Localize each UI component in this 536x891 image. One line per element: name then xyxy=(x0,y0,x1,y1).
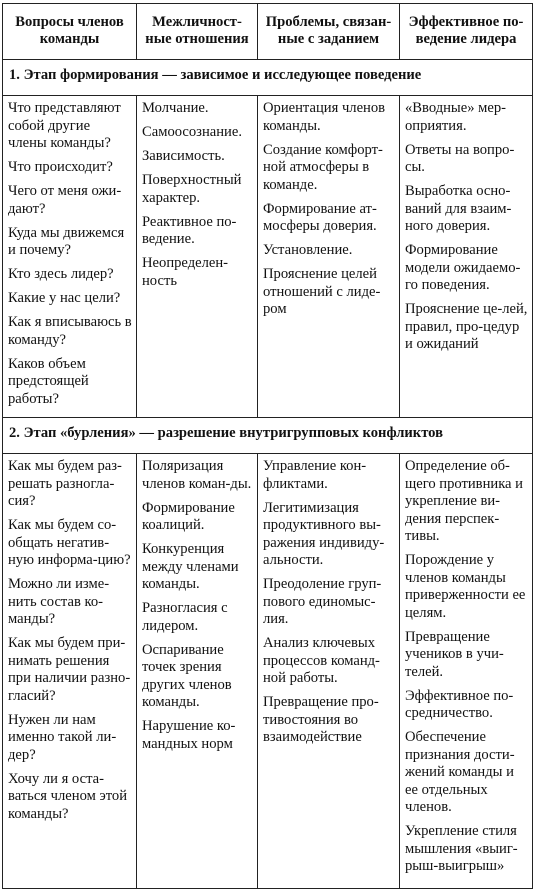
list-item: Нарушение ко-мандных норм xyxy=(142,718,236,752)
stage-2-title: 2. Этап «бурления» — разрешение внутригрупповых конфликтов xyxy=(3,418,533,454)
stage-2-interpersonal-relations xyxy=(137,454,258,889)
stage-1-interpersonal-relations xyxy=(137,96,258,418)
list-item: Выработка осно-ваний для взаим-ного доверия. xyxy=(405,183,512,234)
list-item: Определение об-щего противника и укрепление ви-дения перспек-тивы. xyxy=(405,458,523,545)
list-item: Реактивное по-ведение. xyxy=(142,213,237,247)
list-item: Формирование модели ожидаемо-го поведения. xyxy=(405,242,521,293)
list-item: Легитимизация продуктивного вы-ражения индивиду-альности. xyxy=(263,499,385,569)
list-item: Кто здесь лидер? xyxy=(8,266,114,282)
stage-2-leader-behavior xyxy=(400,454,533,889)
list-item: Конкуренция между членами команды. xyxy=(142,541,239,593)
list-item: Ответы на вопро-сы. xyxy=(405,141,515,175)
header-task-problems: Проблемы, связан-ные с заданием xyxy=(258,4,400,60)
list-item: Преодоление груп-пового единомыс-лия. xyxy=(263,576,382,628)
header-leader-behavior: Эффективное по-ведение лидера xyxy=(400,4,533,60)
stage-1-member-questions xyxy=(3,96,137,418)
list-item: Как мы будем со-общать негатив-ную информа-цию? xyxy=(8,517,131,569)
stage-2-member-questions xyxy=(3,454,137,889)
list-item: Прояснение целей отношений с лиде-ром xyxy=(263,266,381,317)
stage-title-row xyxy=(3,418,533,454)
stage-content-row xyxy=(3,454,533,889)
stage-content-row xyxy=(3,96,533,418)
list-item: Превращение про-тивостояния во взаимодействие xyxy=(263,694,379,746)
list-item: Ориентация членов команды. xyxy=(263,100,386,134)
list-item: Куда мы движемся и почему? xyxy=(8,224,125,258)
list-item: Анализ ключевых процессов команд-ной работы. xyxy=(263,635,380,687)
list-item: Поляризация членов коман-ды. xyxy=(142,458,252,492)
list-item: Неопределен-ность xyxy=(142,255,229,289)
stage-1-title: 1. Этап формирования — зависимое и исследующее поведение xyxy=(3,60,533,96)
list-item: Формирование ат-мосферы доверия. xyxy=(263,200,377,234)
list-item: Можно ли изме-нить состав ко-манды? xyxy=(8,576,110,628)
list-item: Разногласия с лидером. xyxy=(142,600,228,634)
list-item: Какие у нас цели? xyxy=(8,290,121,306)
list-item: Хочу ли я оста-ваться членом этой команды? xyxy=(8,770,128,822)
list-item: Зависимость. xyxy=(142,148,225,164)
list-item: Обеспечение признания дости-жений команды и ее отдельных членов. xyxy=(405,729,515,816)
list-item: Прояснение це-лей, правил, про-цедур и ожиданий xyxy=(405,301,528,352)
team-stages-table xyxy=(2,3,533,889)
list-item: Превращение учеников в учи-телей. xyxy=(405,628,504,680)
list-item: Самоосознание. xyxy=(142,124,242,140)
header-row xyxy=(3,4,533,60)
list-item: Каков объем предстоящей работы? xyxy=(8,355,89,407)
stage-1-task-problems xyxy=(258,96,400,418)
list-item: Нужен ли нам именно такой ли-дер? xyxy=(8,711,117,763)
list-item: «Вводные» мер-оприятия. xyxy=(405,100,507,134)
list-item: Эффективное по-средничество. xyxy=(405,687,514,722)
list-item: Молчание. xyxy=(142,100,209,116)
header-interpersonal-relations: Межличност-ные отношения xyxy=(137,4,258,60)
list-item: Установление. xyxy=(263,242,353,258)
stage-1-leader-behavior xyxy=(400,96,533,418)
list-item: Как я вписываюсь в команду? xyxy=(8,314,132,348)
list-item: Поверхностный характер. xyxy=(142,172,242,206)
header-member-questions: Вопросы членов команды xyxy=(3,4,137,60)
list-item: Создание комфорт-ной атмосферы в команде. xyxy=(263,141,383,193)
list-item: Укрепление стиля мышления «выиг-рыш-выигрыш» xyxy=(405,823,518,875)
list-item: Управление кон-фликтами. xyxy=(263,458,367,492)
stage-title-row xyxy=(3,60,533,96)
list-item: Что представляют собой другие члены команды? xyxy=(8,100,121,151)
list-item: Чего от меня ожи-дают? xyxy=(8,183,122,217)
list-item: Оспаривание точек зрения других членов команды. xyxy=(142,641,232,711)
stage-2-task-problems xyxy=(258,454,400,889)
list-item: Формирование коалиций. xyxy=(142,499,235,534)
list-item: Что происходит? xyxy=(8,159,113,175)
list-item: Как мы будем при-нимать решения при наличии разно-гласий? xyxy=(8,635,131,704)
list-item: Как мы будем раз-решать разногла-сия? xyxy=(8,458,122,510)
list-item: Порождение у членов команды приверженности ее целям. xyxy=(405,552,526,621)
